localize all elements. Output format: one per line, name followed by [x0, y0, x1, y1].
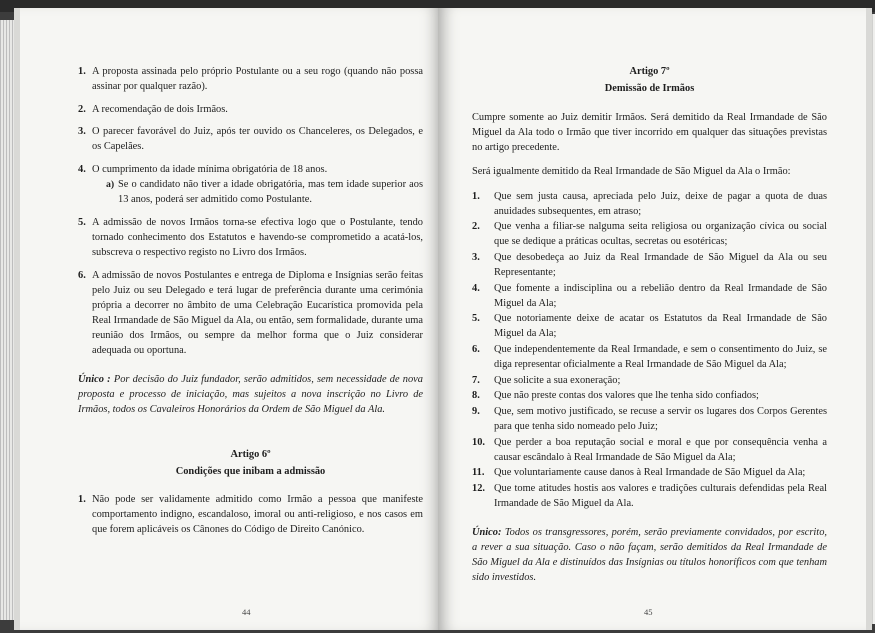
left-page-content — [78, 64, 423, 544]
item-number: 5. — [78, 216, 86, 228]
list-item — [472, 373, 827, 388]
sub-item-letter: a) — [106, 179, 115, 191]
list-item — [78, 162, 423, 207]
item-text: A admissão de novos Postulantes e entrega de Diploma e Insígnias serão feitas pelo Juiz ou seu Delegado e terá lugar de preferência durante uma cerimónia própria a decorrer no âmbito de uma Celebração Eucarística promovida pela Real Irmandade de São Miguel da Ala, ou então, sem formalidade, durante uma reunião dos Irmãos, ou sempre da melhor forma que o Juiz considerar adequada ou oportuna. — [92, 269, 423, 356]
article-heading: Artigo 6º — [230, 449, 271, 461]
list-item — [472, 250, 827, 280]
item-number: 1. — [78, 66, 86, 77]
page-number: 45 — [644, 607, 653, 617]
item-number: 5. — [472, 313, 480, 325]
item-number: 4. — [78, 163, 86, 175]
item-text: Que solicite a sua exoneração; — [494, 374, 621, 386]
item-text: O cumprimento da idade mínima obrigatória de 18 anos. — [92, 163, 328, 175]
list-item — [472, 342, 827, 372]
list-item — [472, 404, 827, 434]
unico-note — [78, 372, 423, 417]
item-text: Que venha a filiar-se nalguma seita religiosa ou organização cívica ou social que se dedique a práticas ocultas, secretas ou esotéricas; — [494, 221, 827, 248]
item-text: A proposta assinada pelo próprio Postulante ou a seu rogo (quando não possa assinar por qualquer razão). — [92, 66, 423, 93]
item-text: Não pode ser validamente admitido como Irmão a pessoa que manifeste comportamento indigno, escandaloso, imoral ou anti-religioso, e nos casos em que forem aplicáveis os Cânones do Código de Direito Canónico. — [92, 493, 423, 535]
list-item — [472, 281, 827, 311]
item-text: Que, sem motivo justificado, se recuse a servir os lugares dos Corpos Gerentes para que tenha sido nomeado pelo Juiz; — [494, 405, 827, 432]
item-number: 11. — [472, 467, 485, 479]
sub-item — [92, 177, 423, 207]
unico-label: Único : — [78, 374, 111, 386]
right-page-content — [472, 64, 827, 585]
list-item — [472, 435, 827, 465]
item-number: 4. — [472, 282, 480, 294]
item-number: 8. — [472, 390, 480, 402]
list-item — [78, 64, 423, 94]
item-text: Que tome atitudes hostis aos valores e tradições culturais defendidas pela Real Irmandade de São Miguel da Ala. — [494, 482, 827, 509]
list-item — [78, 268, 423, 359]
item-text: Que desobedeça ao Juiz da Real Irmandade de São Miguel da Ala ou seu Representante; — [494, 251, 827, 279]
item-text: O parecer favorável do Juiz, após ter ouvido os Chanceleres, os Delegados, e os Capelães. — [92, 126, 423, 153]
item-text: Que voluntariamente cause danos à Real Irmandade de São Miguel da Ala; — [494, 467, 806, 479]
right-page — [438, 8, 872, 630]
unico-text: Todos os transgressores, porém, serão previamente convidados, por escrito, a rever a sua situação. Caso o não façam, serão demitidos da Real Irmandade de São Miguel da Ala e distinuídos das Insígnias ou títulos honoríficos com que tenham sido investidos. — [472, 527, 827, 584]
list-item — [472, 219, 827, 249]
item-number: 12. — [472, 482, 485, 494]
article-7-header — [472, 64, 827, 96]
article-6-header — [78, 447, 423, 479]
item-number: 10. — [472, 436, 485, 448]
page-number: 44 — [242, 607, 251, 617]
intro-paragraph-2: Será igualmente demitido da Real Irmandade de São Miguel da Ala o Irmão: — [472, 166, 791, 178]
item-text: Que não preste contas dos valores que lhe tenha sido confiados; — [494, 390, 759, 402]
list-item — [78, 215, 423, 260]
article-title: Condições que inibam a admissão — [175, 466, 326, 478]
item-number: 3. — [472, 251, 480, 263]
item-number: 7. — [472, 374, 480, 386]
item-number: 6. — [472, 344, 480, 355]
article-title: Demissão de Irmãos — [604, 83, 695, 95]
item-number: 9. — [472, 405, 480, 417]
item-text: Que sem justa causa, apreciada pelo Juiz, deixe de pagar a quota de duas anuidades subsequentes, em atraso; — [494, 190, 827, 217]
item-text: Que independentemente da Real Irmandade, e sem o consentimento do Juiz, se diga representar oficialmente a Real Irmandade de São Miguel da Ala; — [494, 344, 827, 371]
list-item — [472, 465, 827, 480]
list-item — [78, 492, 423, 537]
sub-item-text: Se o candidato não tiver a idade obrigatória, mas tem idade superior aos 13 anos, poderá ser admitido como Postulante. — [118, 179, 423, 206]
item-number: 1. — [78, 493, 86, 505]
unico-note — [472, 525, 827, 585]
left-page — [14, 8, 441, 630]
item-text: Que perder a boa reputação social e moral e que por consequência venha a causar escândalo à Real Irmandade de São Miguel da Ala; — [494, 436, 827, 463]
list-item — [78, 124, 423, 154]
item-number: 3. — [78, 126, 86, 138]
article-heading: Artigo 7º — [629, 66, 670, 77]
item-number: 2. — [78, 103, 86, 115]
unico-text: Por decisão do Juiz fundador, serão admitidos, sem necessidade de nova proposta e processo de iniciação, mas sujeitos a nova inscrição no Livro de Irmãos, todos os Cavaleiros Honorários da Ordem de São Miguel da Ala. — [78, 374, 423, 416]
item-text: Que fomente a indisciplina ou a rebelião dentro da Real Irmandade de São Miguel da Ala; — [494, 282, 827, 309]
item-number: 6. — [78, 269, 86, 281]
list-item — [472, 481, 827, 511]
dismissal-list — [472, 189, 827, 511]
item-text: A admissão de novos Irmãos torna-se efectiva logo que o Postulante, tendo tornado conhecimento dos Estatutos e havendo-se comprometido a acatá-los, subscreva o respectivo registo no Livro dos Irmãos. — [92, 216, 423, 258]
item-number: 2. — [472, 221, 480, 233]
unico-label: Único: — [472, 527, 502, 539]
item-text: Que notoriamente deixe de acatar os Estatutos da Real Irmandade de São Miguel da Ala; — [494, 313, 827, 340]
list-item — [472, 311, 827, 341]
list-item — [472, 189, 827, 219]
item-number: 1. — [472, 190, 480, 202]
list-item — [78, 102, 423, 117]
item-text: A recomendação de dois Irmãos. — [92, 103, 228, 115]
intro-paragraph: Cumpre somente ao Juiz demitir Irmãos. Será demitido da Real Irmandade de São Miguel da Ala todo o Irmão que tiver incorrido em qualquer das situações previstas no artigo precedente. — [472, 112, 827, 154]
list-item — [472, 388, 827, 403]
